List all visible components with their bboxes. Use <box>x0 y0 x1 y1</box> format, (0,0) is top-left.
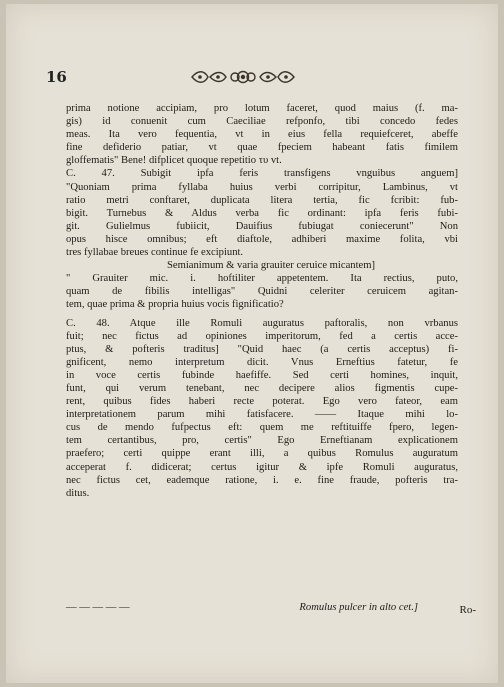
text-line: rent, quibus fides haberi recte poterat. Ego vero fateor, eam <box>66 396 458 408</box>
catchword: Ro- <box>459 604 476 616</box>
text-line: gis) id conuenit cum Caeciliae refponfo, tibi concedo fedes <box>66 116 458 128</box>
text-line: " Grauiter mic. i. hoftiliter appetentem. Ita rectius, puto, <box>66 273 458 285</box>
text-line: quam de fibilis intelligas" Quidni celeriter ceruicem agitan- <box>66 286 458 298</box>
text-line: C. 47. Subigit ipfa feris transfigens vnguibus anguem] <box>66 168 458 180</box>
text-line: tem certantibus, pro, certis" Ego Erneftianam explicationem <box>66 435 458 447</box>
text-line: ratio metri conftaret, duplicata litera tertia, fic fcribit: fub- <box>66 194 458 206</box>
text-line: gloffematis" Bene! difplicet quoque repetitio τυ vt. <box>66 155 282 167</box>
text-line: interpretationem parum mihi fatisfacere. —— Itaque mihi lo- <box>66 409 458 421</box>
text-line: Semianimum & varia grauiter ceruice micantem] <box>167 260 375 272</box>
text-line: git. Gulielmus fubiicit, Dauifius fubiugat coniecerunt" Non <box>66 220 458 232</box>
text-line: tres fyllabae breues continue fe excipiunt. <box>66 247 244 259</box>
text-line: in voce certis fubinde haefiffe. Sed certi homines, inquit, <box>66 369 458 381</box>
text-line: "Quoniam prima fyllaba huius verbi corripitur, Lambinus, vt <box>66 181 458 193</box>
text-line: tem, quae prima & propria huius vocis fignificatio? <box>66 299 284 311</box>
text-line: ditus. <box>66 487 90 499</box>
text-line: fine defiderio patiar, vt quae fpeciem habeant fatis fimilem <box>66 142 458 154</box>
text-line: fuit; nec fictus ad opiniones imperitorum, fed a certis acce- <box>66 330 458 342</box>
text-line: opus hisce omnibus; eft diaftole, adhiberi maxime folita, vbi <box>66 233 458 245</box>
header-ornament-icon <box>188 68 298 86</box>
page-header <box>46 66 466 88</box>
text-line: nec fictus cet, eademque ratione, i. e. fine fraude, pofteris tra- <box>66 474 458 486</box>
text-line: gnificent, nemo interpretum dicit. Vnus Erneftius fatetur, fe <box>66 356 458 368</box>
text-line: bigit. Turnebus & Aldus verba fic ordinant: ipfa feris fubi- <box>66 207 458 219</box>
text-line: acceperat f. didicerat; certus igitur & ipfe Romuli auguratus, <box>66 461 458 473</box>
text-line: cus de mendo fufpectus eft: quem me reftituiffe fpero, legen- <box>66 422 458 434</box>
text-line: meas. Ita vero fequentia, vt in eius fella requiefceret, abeffe <box>66 129 458 141</box>
text-line: ptus, & pofteris traditus] "Quid haec (a certis acceptus) fi- <box>66 343 458 355</box>
text-line: C. 48. Atque ille Romuli auguratus paftoralis, non vrbanus <box>66 317 458 329</box>
text-line: praefero; certi quippe erant illi, a quibus Romulus auguratum <box>66 448 458 460</box>
body-text <box>66 102 458 500</box>
page-number: 16 <box>46 68 67 86</box>
footer-dashes: — — — — — <box>66 602 130 613</box>
book-page <box>6 4 498 683</box>
footer-lemma: Romulus pulcer in alto cet.] <box>299 602 418 613</box>
text-line: funt, qui verum tenebant, nec decipere alios figmentis cupe- <box>66 382 458 394</box>
text-line: prima notione accipiam, pro lotum faceret, quod maius (f. ma- <box>66 103 458 114</box>
